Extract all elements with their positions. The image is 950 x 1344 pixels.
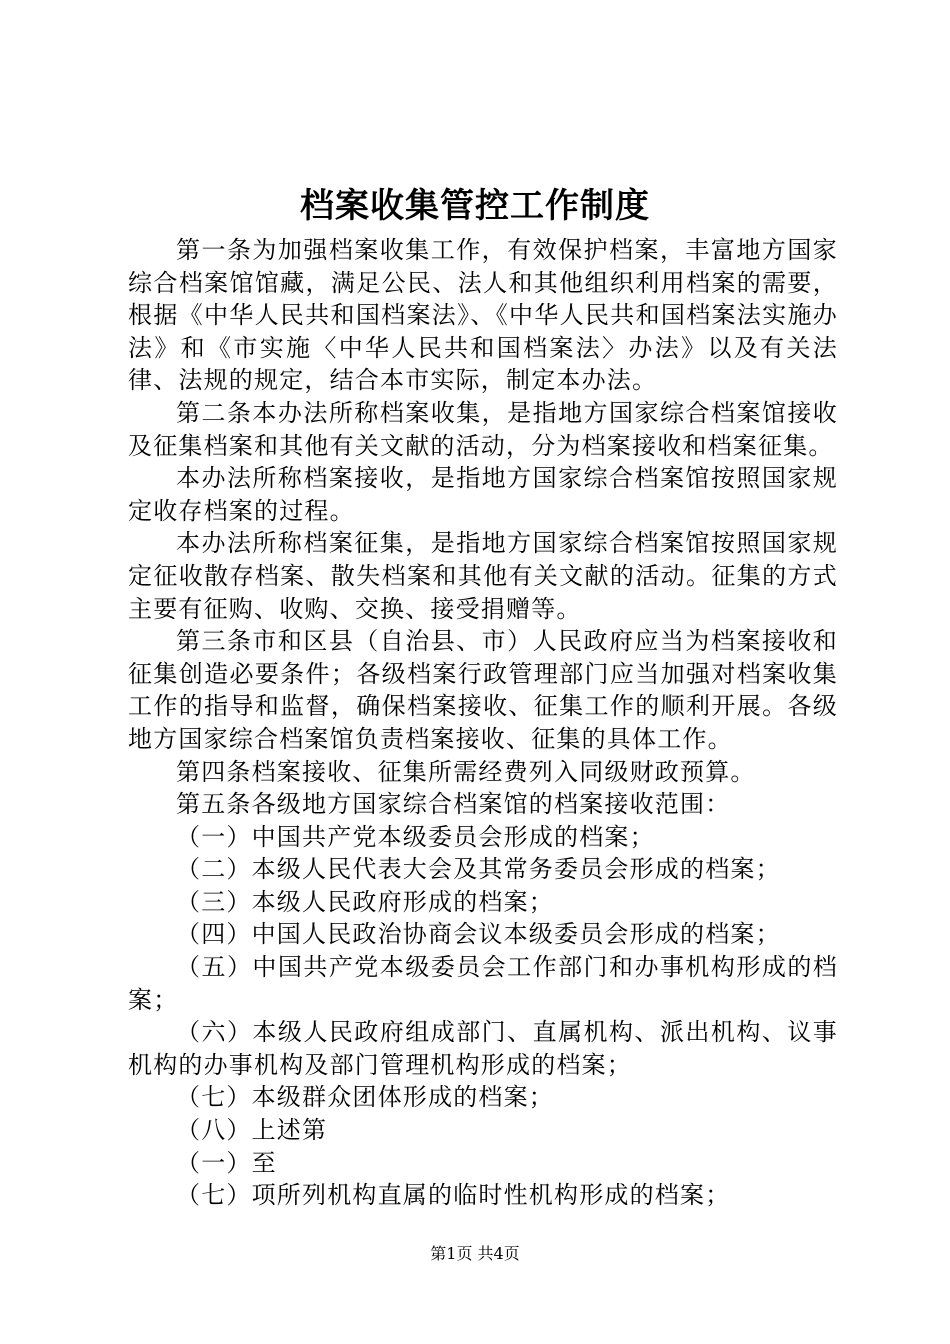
paragraph-article-3: 第三条市和区县（自治县、市）人民政府应当为档案接收和征集创造必要条件；各级档案行政管理部门应当加强对档案收集工作的指导和监督，确保档案接收、征集工作的顺利开展。各级地方国家综合档案馆负责档案接收、征集的具体工作。 (128, 627, 838, 753)
list-item-8-end: （七）项所列机构直属的临时性机构形成的档案； (176, 1181, 731, 1210)
list-item-7: （七）本级群众团体形成的档案； (176, 1083, 554, 1112)
document-title: 档案收集管控工作制度 (300, 186, 650, 226)
page-footer: 第1页 共4页 (430, 1244, 520, 1263)
list-item-8: （八）上述第 (176, 1116, 328, 1145)
list-item-2: （二）本级人民代表大会及其常务委员会形成的档案； (176, 855, 781, 884)
list-item-1: （一）中国共产党本级委员会形成的档案； (176, 822, 655, 851)
list-item-3: （三）本级人民政府形成的档案； (176, 887, 554, 916)
list-item-4: （四）中国人民政治协商会议本级委员会形成的档案； (176, 920, 781, 949)
paragraph-article-4: 第四条档案接收、征集所需经费列入同级财政预算。 (176, 757, 756, 786)
document-body (128, 234, 838, 1212)
paragraph-article-5: 第五条各级地方国家综合档案馆的档案接收范围： (176, 790, 731, 819)
paragraph-article-1: 第一条为加强档案收集工作，有效保护档案，丰富地方国家综合档案馆馆藏，满足公民、法人和其他组织利用档案的需要，根据《中华人民共和国档案法》、《中华人民共和国档案法实施办法》和《市实施〈中华人民共和国档案法〉办法》以及有关法律、法规的规定，结合本市实际，制定本办法。 (128, 236, 838, 395)
paragraph-collect-definition: 本办法所称档案征集，是指地方国家综合档案馆按照国家规定征收散存档案、散失档案和其他有关文献的活动。征集的方式主要有征购、收购、交换、接受捐赠等。 (128, 529, 838, 623)
paragraph-receive-definition: 本办法所称档案接收，是指地方国家综合档案馆按照国家规定收存档案的过程。 (128, 464, 838, 525)
list-item-5: （五）中国共产党本级委员会工作部门和办事机构形成的档案； (128, 953, 838, 1014)
paragraph-article-2: 第二条本办法所称档案收集，是指地方国家综合档案馆接收及征集档案和其他有关文献的活动，分为档案接收和档案征集。 (128, 398, 838, 460)
list-item-6: （六）本级人民政府组成部门、直属机构、派出机构、议事机构的办事机构及部门管理机构形成的档案； (128, 1018, 838, 1079)
list-item-8-continued: （一）至 (176, 1148, 277, 1177)
